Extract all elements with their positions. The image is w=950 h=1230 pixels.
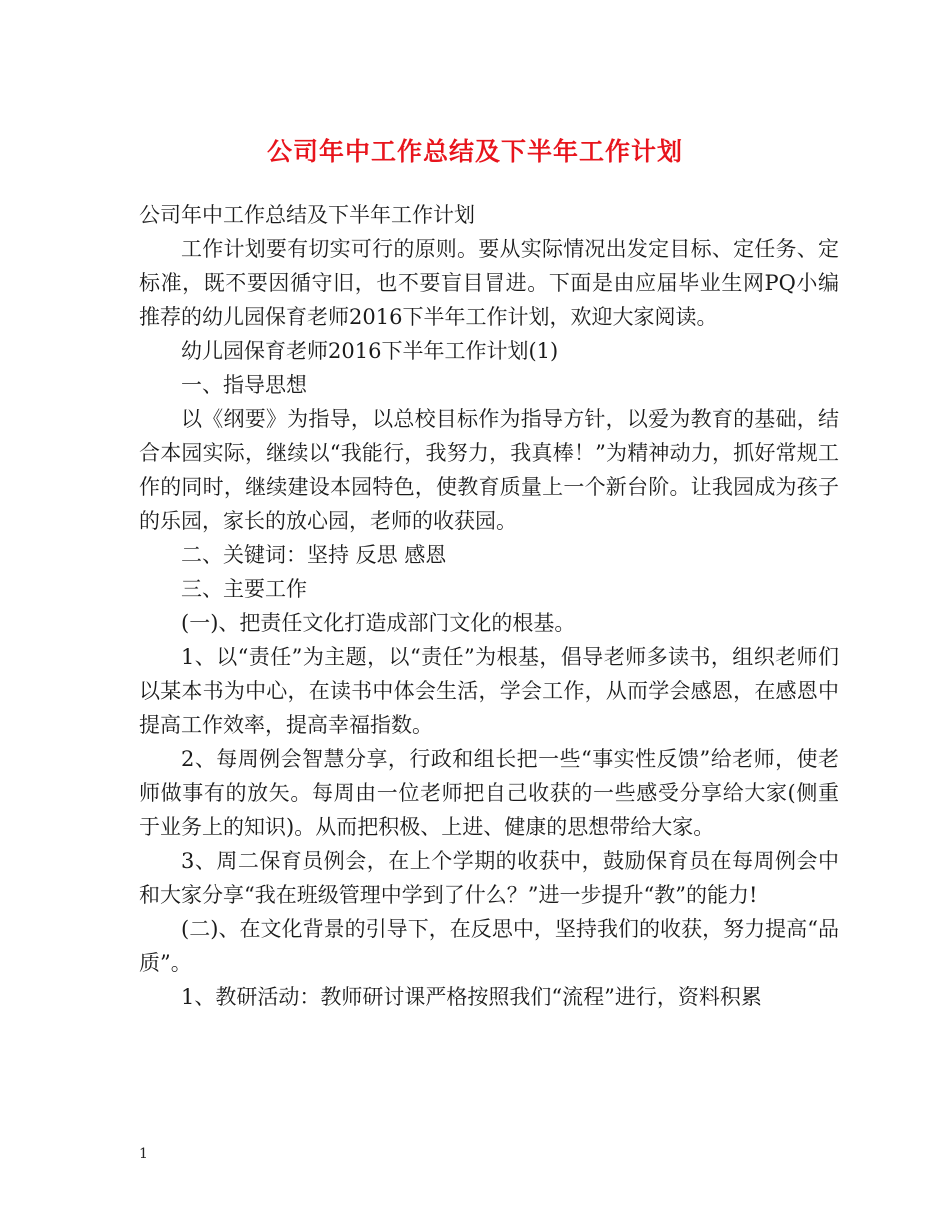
paragraph: 三、主要工作 bbox=[181, 577, 307, 601]
paragraph: 二、关键词：坚持 反思 感恩 bbox=[181, 543, 447, 567]
paragraph: 3、周二保育员例会，在上个学期的收获中，鼓励保育员在每周例会中和大家分享“我在班级管理中学到了什么？”进一步提升“教”的能力! bbox=[139, 849, 839, 907]
paragraph: (二)、在文化背景的引导下，在反思中，坚持我们的收获，努力提高“品质”。 bbox=[139, 917, 839, 975]
paragraph: 2、每周例会智慧分享，行政和组长把一些“事实性反馈”给老师，使老师做事有的放矢。每周由一位老师把自己收获的一些感受分享给大家(侧重于业务上的知识)。从而把积极、上进、健康的思想带给大家。 bbox=[139, 747, 839, 839]
paragraph: 1、以“责任”为主题，以“责任”为根基，倡导老师多读书，组织老师们以某本书为中心，在读书中体会生活，学会工作，从而学会感恩，在感恩中提高工作效率，提高幸福指数。 bbox=[139, 645, 839, 737]
paragraph: 工作计划要有切实可行的原则。要从实际情况出发定目标、定任务、定标准，既不要因循守旧，也不要盲目冒进。下面是由应届毕业生网PQ小编推荐的幼儿园保育老师2016下半年工作计划，欢迎大家阅读。 bbox=[139, 237, 839, 329]
paragraph: 公司年中工作总结及下半年工作计划 bbox=[139, 203, 475, 227]
paragraph: (一)、把责任文化打造成部门文化的根基。 bbox=[181, 611, 576, 635]
paragraph: 1、教研活动：教师研讨课严格按照我们“流程”进行，资料积累 bbox=[181, 985, 762, 1009]
paragraph: 以《纲要》为指导，以总校目标作为指导方针，以爱为教育的基础，结合本园实际，继续以“我能行，我努力，我真棒！”为精神动力，抓好常规工作的同时，继续建设本园特色，使教育质量上一个新台阶。让我园成为孩子的乐园，家长的放心园，老师的收获园。 bbox=[139, 407, 839, 533]
document-body bbox=[139, 198, 839, 1014]
paragraph: 幼儿园保育老师2016下半年工作计划(1) bbox=[181, 339, 559, 363]
document-title: 公司年中工作总结及下半年工作计划 bbox=[266, 137, 683, 166]
paragraph: 一、指导思想 bbox=[181, 373, 307, 397]
page-number: 1 bbox=[139, 1146, 148, 1162]
